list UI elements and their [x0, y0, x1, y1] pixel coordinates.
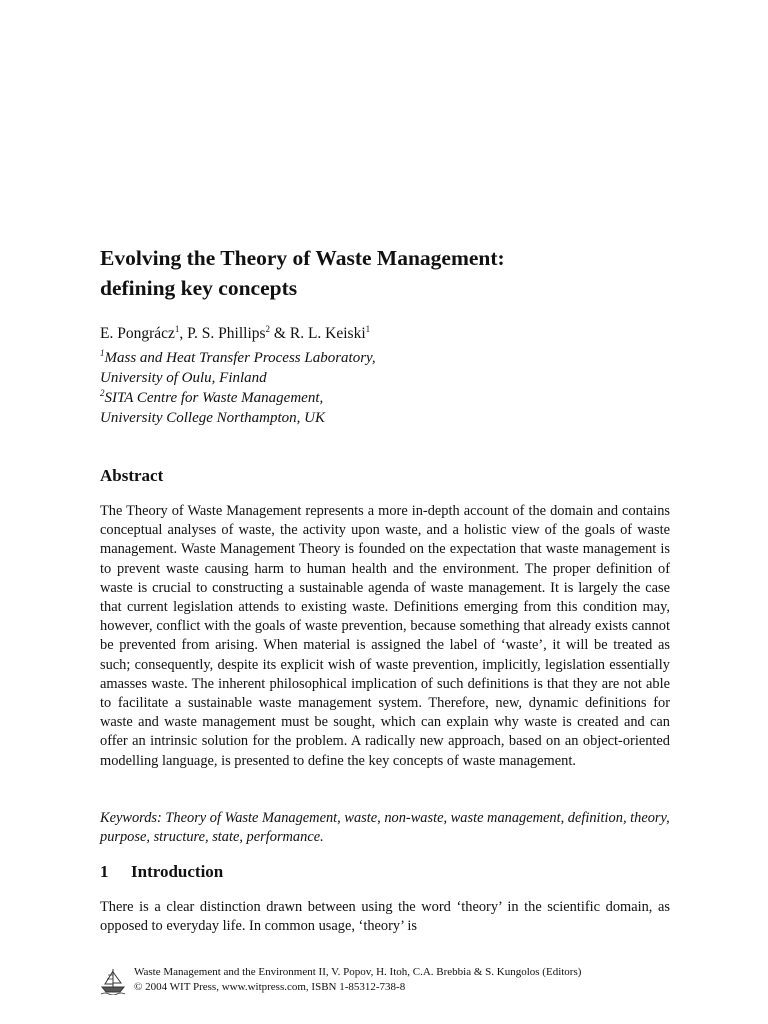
- affiliation-mark: 1: [100, 348, 105, 358]
- author-name: E. Pongrácz: [100, 325, 175, 342]
- affiliation-mark: 2: [100, 388, 105, 398]
- footer-citation: [134, 965, 581, 995]
- introduction-heading: [100, 861, 223, 883]
- author-name: R. L. Keiski: [289, 325, 366, 342]
- affiliation-2-line-2: University College Northampton, UK: [100, 410, 325, 426]
- title-line-2: defining key concepts: [100, 276, 298, 300]
- footer-line-1: Waste Management and the Environment II, V. Popov, H. Itoh, C.A. Brebbia & S. Kungolos (Editors): [134, 966, 582, 978]
- author-affiliation-mark: 1: [365, 324, 371, 334]
- section-title: Introduction: [131, 862, 224, 881]
- abstract-heading: Abstract: [100, 466, 164, 485]
- title-line-1: Evolving the Theory of Waste Management:: [100, 246, 505, 270]
- ship-logo-icon: [100, 967, 126, 995]
- affiliation-1-line-1: $^1$Mass and Heat Transfer Process Laboratory,: [100, 348, 376, 366]
- author-affiliation-mark: 1: [174, 324, 180, 334]
- author-name: P. S. Phillips: [187, 325, 266, 342]
- author-separator: &: [270, 325, 290, 342]
- author-list: [100, 324, 370, 344]
- keywords: Keywords: Theory of Waste Management, waste, non-waste, waste management, definition, theory, purpose, structure, state, performance.: [100, 810, 670, 846]
- introduction-body: There is a clear distinction drawn between using the word ‘theory’ in the scientific domain, as opposed to everyday life. In common usage, ‘theory’ is: [100, 899, 670, 935]
- footer-line-2: © 2004 WIT Press, www.witpress.com, ISBN 1-85312-738-8: [134, 981, 406, 993]
- affiliation-1-line-2: University of Oulu, Finland: [100, 370, 267, 386]
- abstract-body: The Theory of Waste Management represents a more in-depth account of the domain and contains conceptual analyses of waste, the activity upon waste, and a holistic view of the goals of waste management. Waste Management Theory is founded on the expectation that waste management is to prevent waste causing harm to human health and the environment. The proper definition of waste is crucial to constructing a sustainable agenda of waste management. It is largely the case that current legislation attends to existing waste. Definitions emerging from this condition may, however, conflict with the goals of waste prevention, because something that already exists cannot be prevented from arising. When material is assigned the label of ‘waste’, it will be treated as such; consequently, despite its explicit wish of waste prevention, implicitly, legislation essentially amasses waste. The inherent philosophical implication of such definitions is that they are not able to facilitate a sustainable waste management system. Therefore, new, dynamic definitions for waste and waste management must be sought, which can explain why waste is created and can offer an intrinsic solution for the problem. A radically new approach, based on an object-oriented modelling language, is presented to define the key concepts of waste management.: [100, 503, 670, 769]
- affiliations: [100, 348, 376, 428]
- paper-title: [100, 243, 670, 303]
- section-number: 1: [100, 862, 109, 881]
- affiliation-2-line-1: $^2$SITA Centre for Waste Management,: [100, 388, 324, 406]
- author-separator: ,: [179, 325, 188, 342]
- author-affiliation-mark: 2: [265, 324, 271, 334]
